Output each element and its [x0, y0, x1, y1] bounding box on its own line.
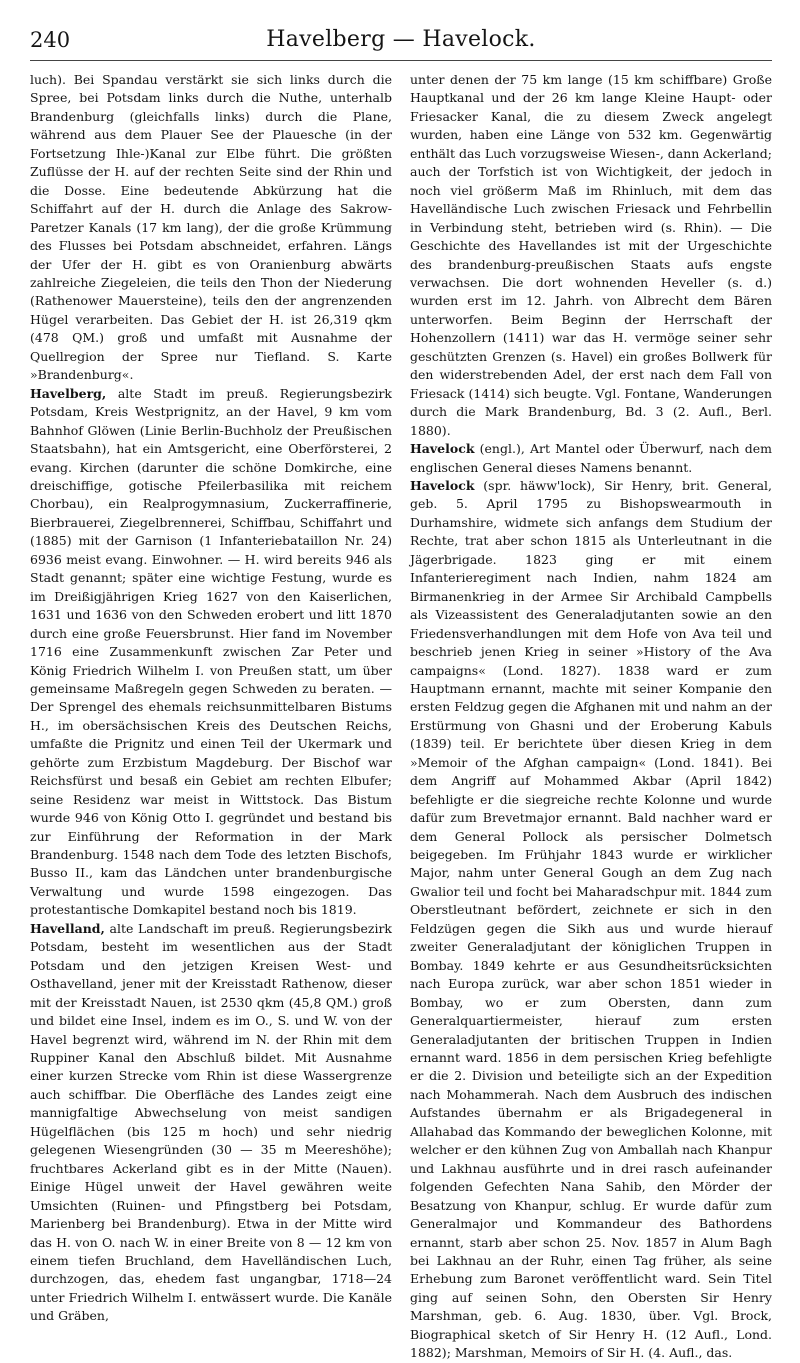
havelland-entry [30, 920, 392, 1326]
headword-havelberg: Havelberg, [30, 385, 107, 401]
page-number: 240 [30, 28, 71, 52]
havelland-text: alte Landschaft im preuß. Regierungsbezirk Potsdam, besteht im wesentlichen aus der Stadt Potsdam und den jetzigen Kreisen West- und Osthavelland, jener mit der Kreisstadt Rathenow, dieser mit der Kreisstadt Nauen, ist 2530 qkm (45,8 QM.) groß und bildet eine Insel, indem es im O., S. und W. von der Havel begrenzt wird, während im N. der Rhin mit dem Ruppiner Kanal den Abschluß bildet. Mit Ausnahme einer kurzen Strecke vom Rhin ist diese Wassergrenze auch schiffbar. Die Oberfläche des Landes zeigt eine mannigfaltige Abwechselung von meist sandigen Hügelflächen (bis 125 m hoch) und sehr niedrig gelegenen Wiesengründen (30 — 35 m Meereshöhe); fruchtbares Ackerland gibt es in der Mitte (Nauen). Einige Hügel unweit der Havel gewähren weite Umsichten (Ruinen- und Pfingstberg bei Potsdam, Marienberg bei Brandenburg). Etwa in der Mitte wird das H. von O. nach W. in einer Breite von 8 — 12 km von einem tiefen Bruchland, dem Havelländischen Luch, durchzogen, das, ehedem fast ungangbar, 1718—24 unter Friedrich Wilhelm I. entwässert wurde. Die Kanäle und Gräben, [30, 920, 392, 1324]
havelock-garment-text: (engl.), Art Mantel oder Überwurf, nach dem englischen General dieses Namens benannt. [410, 441, 772, 475]
havel-entry-continuation: luch). Bei Spandau verstärkt sie sich links durch die Spree, bei Potsdam links durch die Nuthe, unterhalb Brandenburg (gleichfalls links) durch die Plane, während aus dem Plauer See der Plauesche (in der Fortsetzung Ihle-)Kanal zur Elbe führt. Die größten Zuflüsse der H. auf der rechten Seite sind der Rhin und die Dosse. Eine bedeutende Abkürzung hat die Schiffahrt auf der H. durch die Anlage des Sakrow-Paretzer Kanals (17 km lang), der die große Krümmung des Flusses bei Potsdam abschneidet, erfahren. Längs der Ufer der H. gibt es von Oranienburg abwärts zahlreiche Ziegeleien, die teils den Thon der Niederung (Rathenower Mauersteine), teils den der angrenzenden Hügel verarbeiten. Das Gebiet der H. ist 26,319 qkm (478 QM.) groß und umfaßt mit Ausnahme der Quellregion der Spree nur Tiefland. S. Karte »Brandenburg«. [30, 72, 392, 383]
havelberg-entry [30, 385, 392, 920]
havelock-general-entry [410, 477, 772, 1363]
right-column [410, 71, 772, 1361]
text-columns [30, 71, 772, 1361]
havelberg-text: alte Stadt im preuß. Regierungsbezirk Potsdam, Kreis Westprignitz, an der Havel, 9 km vom Bahnhof Glöwen (Linie Berlin-Buchholz der Preußischen Staatsbahn), hat ein Amtsgericht, eine Oberförsterei, 2 evang. Kirchen (darunter die schöne Domkirche, eine dreischiffige, gotische Pfeilerbasilika mit reichem Chorbau), ein Realprogymnasium, Zuckerraffinerie, Bierbrauerei, Ziegelbrennerei, Schiffbau, Schiffahrt und (1885) mit der Garnison (1 Infanteriebataillon Nr. 24) 6936 meist evang. Einwohner. — H. wird bereits 946 als Stadt genannt; später eine wichtige Festung, wurde es im Dreißigjährigen Krieg 1627 von den Kaiserlichen, 1631 und 1636 von den Schweden erobert und litt 1870 durch eine große Feuersbrunst. Hier fand im November 1716 eine Zusammenkunft zwischen Zar Peter und König Friedrich Wilhelm I. von Preußen statt, um über gemeinsame Maßregeln gegen Schweden zu beraten. — Der Sprengel des ehemals reichsunmittelbaren Bistums H., im obersächsischen Kreis des Deutschen Reichs, umfaßte die Prignitz und einen Teil der Ukermark und gehörte zum Erzbistum Magdeburg. Der Bischof war Reichsfürst und besaß ein Gebiet am rechten Elbufer; seine Residenz war meist in Wittstock. Das Bistum wurde 946 von König Otto I. gegründet und bestand bis zur Einführung der Reformation in der Mark Brandenburg. 1548 nach dem Tode des letzten Bischofs, Busso II., kam das Ländchen unter brandenburgische Verwaltung und wurde 1598 eingezogen. Das protestantische Domkapitel bestand noch bis 1819. [30, 385, 392, 918]
havelock-garment-entry [410, 440, 772, 477]
left-column [30, 71, 392, 1324]
running-head: Havelberg — Havelock. [266, 27, 536, 52]
headword-havelock-general: Havelock [410, 477, 475, 493]
havelland-entry-continuation: unter denen der 75 km lange (15 km schiffbare) Große Hauptkanal und der 26 km lange Kleine Haupt- oder Friesacker Kanal, die zu diesem Zweck angelegt wurden, haben eine Länge von 532 km. Gegenwärtig enthält das Luch vorzugsweise Wiesen-, dann Ackerland; auch der Torfstich ist von Wichtigkeit, der jedoch in noch viel größerm Maß im Rhinluch, mit dem das Havelländische Luch zwischen Friesack und Fehrbellin in Verbindung steht, betrieben wird (s. Rhin). — Die Geschichte des Havellandes ist mit der Urgeschichte des brandenburg-preußischen Staats aufs engste verwachsen. Die dort wohnenden Heveller (s. d.) wurden erst im 12. Jahrh. von Albrecht dem Bären unterworfen. Beim Beginn der Herrschaft der Hohenzollern (1411) war das H. vermöge seiner sehr geschützten Grenzen (s. Havel) ein großes Bollwerk für den widerstrebenden Adel, der erst nach dem Fall von Friesack (1414) sich beugte. Vgl. Fontane, Wanderungen durch die Mark Brandenburg, Bd. 3 (2. Aufl., Berl. 1880). [410, 72, 772, 438]
headword-havelock-garment: Havelock [410, 441, 475, 457]
page-header [30, 26, 772, 61]
headword-havelland: Havelland, [30, 920, 105, 936]
havelock-general-text: (spr. häww'lock), Sir Henry, brit. General, geb. 5. April 1795 zu Bishopswearmouth in Durhamshire, widmete sich anfangs dem Studium der Rechte, trat aber schon 1815 als Unterleutnant in die Jägerbrigade. 1823 ging er mit einem Infanterieregiment nach Indien, nahm 1824 am Birmanenkrieg in der Armee Sir Archibald Campbells als Vizeassistent des Generaladjutanten sowie an den Friedensverhandlungen mit dem Hofe von Ava teil und beschrieb jenen Krieg in seiner »History of the Ava campaigns« (Lond. 1827). 1838 ward er zum Hauptmann ernannt, machte mit seiner Kompanie den ersten Feldzug gegen die Afghanen mit und nahm an der Erstürmung von Ghasni und der Eroberung Kabuls (1839) teil. Er berichtete über diesen Krieg in dem »Memoir of the Afghan campaign« (Lond. 1841). Bei dem Angriff auf Mohammed Akbar (April 1842) befehligte er die siegreiche rechte Kolonne und wurde dafür zum Brevetmajor ernannt. Bald nachher ward er dem General Pollock als persischer Dolmetsch beigegeben. Im Frühjahr 1843 wurde er wirklicher Major, nahm unter General Gough an dem Zug nach Gwalior teil und focht bei Maharadschpur mit. 1844 zum Oberstleutnant befördert, zeichnete er sich in den Feldzügen gegen die Sikh aus und wurde hierauf zweiter Generaladjutant der königlichen Truppen in Bombay. 1849 kehrte er aus Gesundheitsrücksichten nach Europa zurück, war aber schon 1851 wieder in Bombay, wo er zum Obersten, dann zum Generalquartiermeister, hierauf zum ersten Generaladjutanten der britischen Truppen in Indien ernannt ward. 1856 in dem persischen Krieg befehligte er die 2. Division und beteiligte sich an der Expedition nach Mohammerah. Nach dem Ausbruch des indischen Aufstandes übernahm er als Brigadegeneral in Allahabad das Kommando der beweglichen Kolonne, mit welcher er den kühnen Zug von Amballah nach Khanpur und Lakhnau ausführte und in drei rasch aufeinander folgenden Gefechten Nana Sahib, den Mörder der Besatzung von Khanpur, schlug. Er wurde dafür zum Generalmajor und Kommandeur des Bathordens ernannt, starb aber schon 25. Nov. 1857 in Alum Bagh bei Lakhnau an der Ruhr, einen Tag früher, als seine Erhebung zum Baronet veröffentlicht ward. Sein Titel ging auf seinen Sohn, den Obersten Sir Henry Marshman, geb. 6. Aug. 1830, über. Vgl. Brock, Biographical sketch of Sir Henry H. (12 Aufl., Lond. 1882); Marshman, Memoirs of Sir H. (4. Aufl., das. [410, 477, 772, 1361]
